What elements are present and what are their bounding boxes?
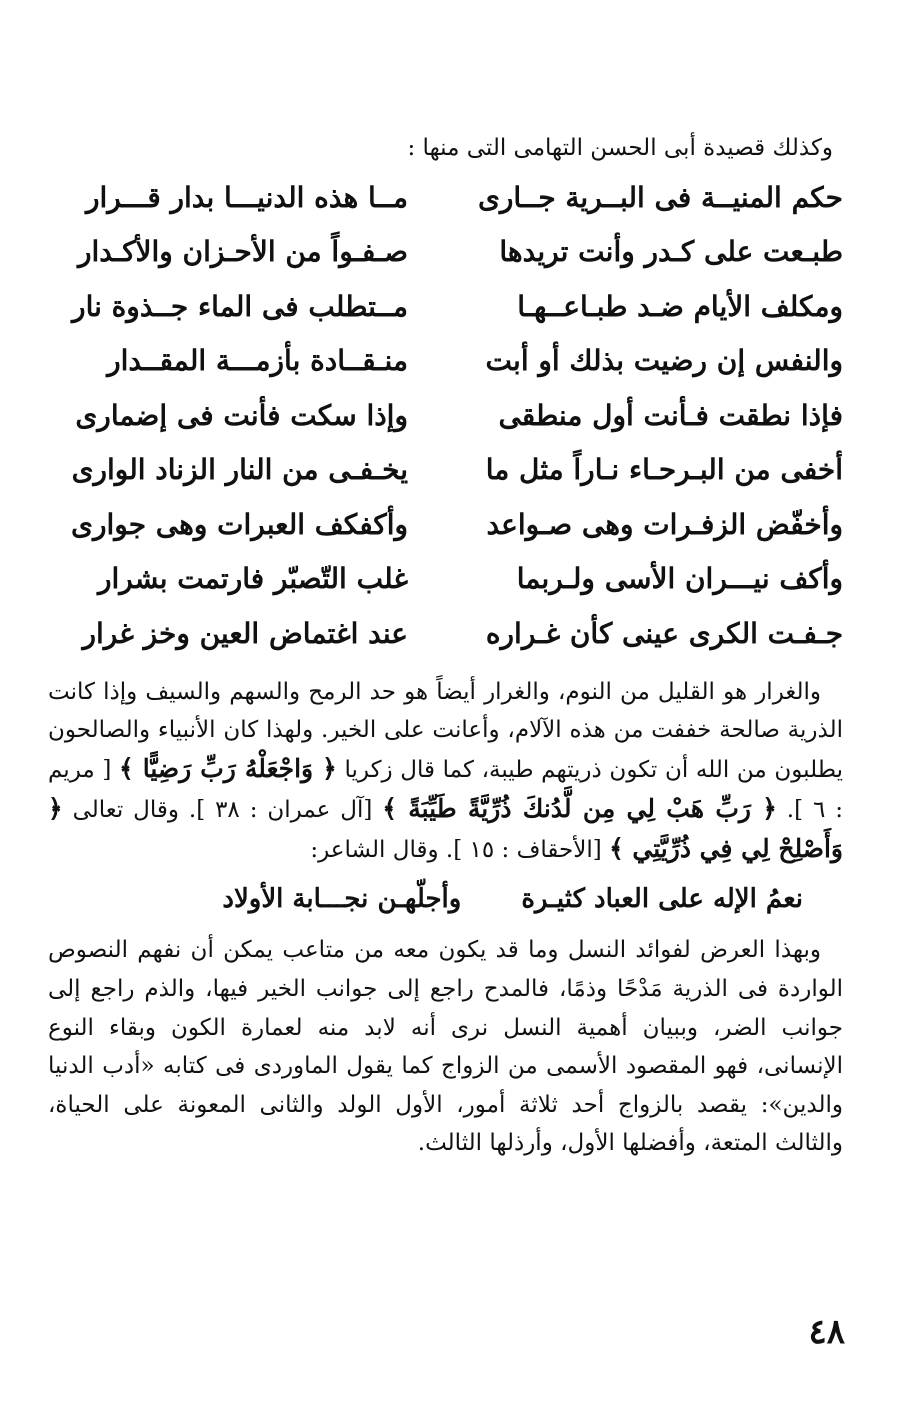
verse-second-hemistich: غلب التّصبّر فارتمت بشرار xyxy=(97,562,408,596)
verse-line xyxy=(48,225,843,280)
paragraph-text: والغرار هو القليل من النوم، والغرار أيضاً هو حد الرمح والسهم والسيف وإذا كانت الذرية صالحة خففت من هذه الآلام، وأعانت على الخير. ولهذا كان الأنبياء والصالحون يطلبون من الله أن تكون ذريتهم طيبة، كما قال زكريا xyxy=(48,678,843,784)
verse-second-hemistich: عند اغتماض العين وخز غرار xyxy=(82,616,408,650)
citation: [آل عمران : ٣٨ ]. وقال تعالى xyxy=(62,796,383,823)
citation: [ مريم : ٦ ]. xyxy=(48,757,844,823)
verse-first-hemistich: طبـعت على كـدر وأنت تريدها xyxy=(499,235,843,269)
paragraph-offspring: وبهذا العرض لفوائد النسل وما قد يكون معه من متاعب يمكن أن نفهم النصوص الواردة فى الذرية مَدْحًا وذمًا، فالمدح راجع إلى جوانب الخير فيها، والذم راجع إلى جوانب الضر، وببيان أهمية النسل نرى أنه لابد منه لعمارة الكون وبقاء النوع الإنسانى، فهو المقصود الأسمى من الزواج كما يقول الماوردى فى كتابه «أدب الدنيا والدين»: يقصد بالزواج أحد ثلاثة أمور، الأول الولد والثانى المعونة على الحياة، والثالث المتعة، وأفضلها الأول، وأرذلها الثالث. xyxy=(48,937,843,1157)
verse-line xyxy=(48,334,843,389)
verse-first-hemistich: والنفس إن رضيت بذلك أو أبت xyxy=(485,344,843,378)
citation: [الأحقاف : ١٥ ]. وقال الشاعر: xyxy=(310,836,610,863)
verse-line xyxy=(48,552,843,607)
paragraph-gharar xyxy=(48,673,843,870)
verse-second-hemistich: وأجلّهـن نجـــابة الأولاد xyxy=(222,884,462,915)
verse-first-hemistich: ومكلف الأيام ضـد طبـاعــهـا xyxy=(517,289,843,323)
verse-first-hemistich: حكم المنيــة فى البــرية جــارى xyxy=(477,180,843,214)
poem xyxy=(48,170,843,661)
quran-verse: ﴿ وَأَصْلِحْ لِي فِي ذُرِّيَّتِي ﴾ xyxy=(48,793,843,863)
verse-second-hemistich: وأكفكف العبرات وهى جوارى xyxy=(71,507,408,541)
verse-first-hemistich: فإذا نطقت فـأنت أول منطقى xyxy=(498,398,843,432)
verse-first-hemistich: جـفـت الكرى عينى كأن غـراره xyxy=(485,616,843,650)
intro-line: وكذلك قصيدة أبى الحسن التهامى التى منها : xyxy=(407,135,833,161)
verse-line xyxy=(48,388,843,443)
verse-line xyxy=(48,279,843,334)
verse-second-hemistich: وإذا سكت فأنت فى إضمارى xyxy=(75,398,408,432)
verse-first-hemistich: نعمُ الإله على العباد كثيـرة xyxy=(521,884,803,915)
verse-line xyxy=(48,606,843,661)
verse-line xyxy=(48,170,843,225)
verse-line xyxy=(48,443,843,498)
verse-first-hemistich: وأكف نيـــران الأسى ولـربما xyxy=(516,562,843,596)
poet-verse xyxy=(48,869,843,929)
verse-first-hemistich: وأخفّض الزفـرات وهى صـواعد xyxy=(486,507,843,541)
quran-verse: ﴿ وَاجْعَلْهُ رَبِّ رَضِيًّا ﴾ xyxy=(119,754,337,784)
verse-second-hemistich: يخـفـى من النار الزناد الوارى xyxy=(71,453,408,487)
verse-line xyxy=(48,497,843,552)
verse-first-hemistich: أخفى من البـرحـاء نـاراً مثل ما xyxy=(485,453,843,487)
verse-second-hemistich: مــتطلب فى الماء جــذوة نار xyxy=(72,289,408,323)
page-number: ٤٨ xyxy=(808,1312,845,1352)
verse-second-hemistich: صـفـواً من الأحـزان والأكـدار xyxy=(78,235,408,269)
quran-verse: ﴿ رَبِّ هَبْ لِي مِن لَّدُنكَ ذُرِّيَّةً طَيِّبَةً ﴾ xyxy=(382,793,777,823)
verse-second-hemistich: مــا هذه الدنيـــا بدار قـــرار xyxy=(86,180,408,214)
verse-second-hemistich: منـقــادة بأزمـــة المقــدار xyxy=(107,344,408,378)
